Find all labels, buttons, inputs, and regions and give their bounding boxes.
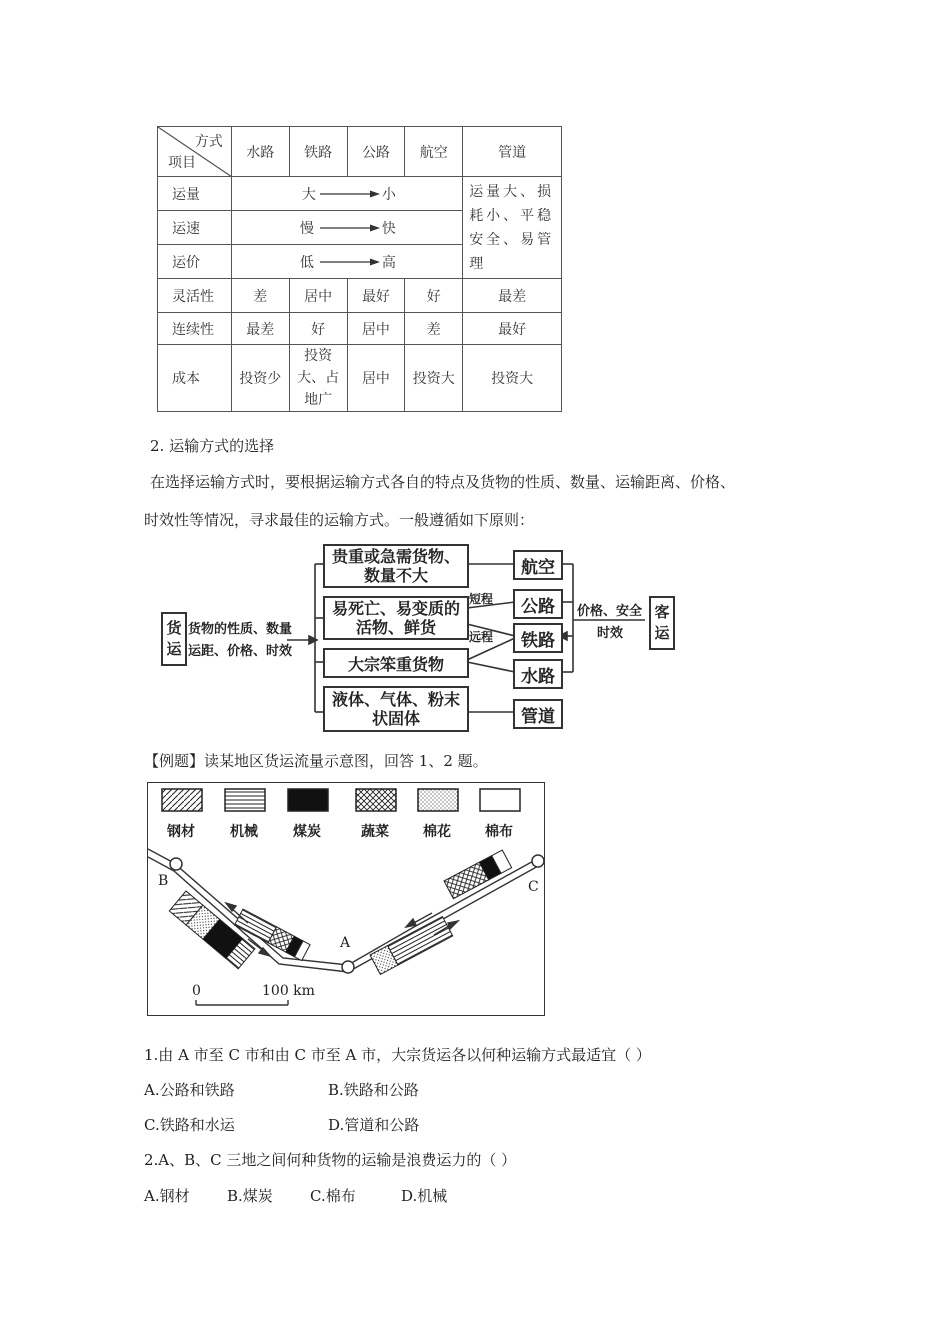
gradient-from: 大	[301, 186, 316, 203]
legend-label: 棉花	[423, 824, 451, 840]
table-cell: 居中	[347, 313, 405, 345]
q1-option-d[interactable]: D.管道和公路	[328, 1116, 420, 1134]
q1-option-a[interactable]: A.公路和铁路	[144, 1081, 235, 1099]
q2-option-a[interactable]: A.钢材	[144, 1187, 190, 1205]
gradient-from: 低	[299, 254, 314, 271]
q1-option-c[interactable]: C.铁路和水运	[144, 1116, 235, 1134]
table-cell: 投资大、占地广	[289, 345, 347, 412]
mode-box-water: 水路	[513, 659, 563, 689]
freight-criteria: 运距、价格、时效	[188, 644, 293, 659]
city-node-b	[170, 858, 182, 870]
q1-option-b[interactable]: B.铁路和公路	[328, 1081, 419, 1099]
legend-swatch-vegetables	[356, 789, 396, 811]
passenger-criteria: 时效	[597, 626, 624, 641]
mode-header: 公路	[347, 127, 405, 177]
freight-box: 货运	[161, 612, 187, 666]
gradient-arrow-icon	[320, 189, 380, 199]
mode-box-road: 公路	[513, 589, 563, 619]
mode-header: 管道	[463, 127, 562, 177]
city-node-a	[342, 961, 354, 973]
row-label: 连续性	[158, 313, 232, 345]
corner-top-label: 方式	[194, 134, 223, 150]
q2-option-c[interactable]: C.棉布	[310, 1187, 356, 1205]
goods-box-valuable: 贵重或急需货物、数量不大	[323, 544, 469, 588]
table-cell: 最好	[347, 279, 405, 313]
city-label-c: C	[528, 879, 539, 895]
gradient-to: 快	[381, 220, 396, 237]
city-label-b: B	[158, 873, 169, 889]
mode-header: 水路	[231, 127, 289, 177]
table-cell: 好	[289, 313, 347, 345]
passenger-box: 客运	[649, 596, 675, 650]
gradient-arrow-icon	[320, 257, 380, 267]
table-cell: 居中	[289, 279, 347, 313]
table-cell: 最好	[463, 313, 562, 345]
gradient-to: 高	[381, 254, 396, 271]
pipeline-note: 运量大、损耗小、平稳安全、易管理	[463, 177, 562, 279]
transport-comparison-table	[157, 126, 562, 412]
freight-flow-map	[147, 782, 545, 1016]
mode-box-rail: 铁路	[513, 623, 563, 653]
legend-label: 煤炭	[293, 824, 321, 840]
table-cell: 居中	[347, 345, 405, 412]
legend-label: 钢材	[167, 824, 195, 840]
legend-label: 机械	[230, 824, 258, 840]
table-cell: 投资大	[405, 345, 463, 412]
q2-option-b[interactable]: B.煤炭	[227, 1187, 273, 1205]
row-label: 运速	[158, 211, 232, 245]
legend-label: 蔬菜	[361, 824, 389, 840]
map-graphics	[148, 783, 546, 1017]
section-heading: 2. 运输方式的选择	[150, 437, 275, 455]
scale-label-start: 0	[192, 983, 201, 999]
mode-box-pipeline: 管道	[513, 699, 563, 729]
table-cell: 最差	[463, 279, 562, 313]
table-cell: 差	[405, 313, 463, 345]
scale-label-end: 100 km	[262, 983, 315, 999]
flow-band-b-to-a	[169, 891, 255, 969]
speed-gradient-cell	[231, 211, 462, 245]
table-cell: 投资大	[463, 345, 562, 412]
table-corner-cell	[158, 127, 232, 177]
table-cell: 投资少	[231, 345, 289, 412]
short-distance-label: 短程	[469, 592, 494, 606]
table-cell: 好	[405, 279, 463, 313]
passenger-criteria: 价格、安全	[577, 604, 643, 619]
freight-criteria: 货物的性质、数量	[188, 622, 293, 637]
gradient-from: 慢	[299, 220, 314, 237]
gradient-to: 小	[381, 186, 396, 203]
section-paragraph-line: 时效性等情况，寻求最佳的运输方式。一般遵循如下原则：	[144, 511, 535, 529]
q2-option-d[interactable]: D.机械	[401, 1187, 448, 1205]
long-distance-label: 远程	[469, 630, 494, 644]
goods-box-fluid: 液体、气体、粉末状固体	[323, 686, 469, 732]
legend-label: 棉布	[485, 824, 513, 840]
mode-header: 铁路	[289, 127, 347, 177]
question-2: 2.A、B、C 三地之间何种货物的运输是浪费运力的（ ）	[144, 1151, 517, 1169]
gradient-arrow-icon	[320, 223, 380, 233]
legend-swatch-cloth	[480, 789, 520, 811]
example-intro: 【例题】读某地区货运流量示意图，回答 1、2 题。	[144, 752, 488, 770]
question-1: 1.由 A 市至 C 市和由 C 市至 A 市，大宗货运各以何种运输方式最适宜（ ）	[144, 1046, 651, 1064]
legend-swatch-coal	[288, 789, 328, 811]
row-label: 运价	[158, 245, 232, 279]
section-paragraph-line: 在选择运输方式时，要根据运输方式各自的特点及货物的性质、数量、运输距离、价格、	[150, 473, 736, 491]
mode-box-air: 航空	[513, 550, 563, 580]
corner-bottom-label: 项目	[168, 155, 196, 171]
legend-swatch-cotton	[418, 789, 458, 811]
city-node-c	[532, 855, 544, 867]
legend-swatch-steel	[162, 789, 202, 811]
mode-header: 航空	[405, 127, 463, 177]
table-cell: 最差	[231, 313, 289, 345]
price-gradient-cell	[231, 245, 462, 279]
row-label: 灵活性	[158, 279, 232, 313]
city-label-a: A	[340, 935, 351, 951]
volume-gradient-cell	[231, 177, 462, 211]
table-cell: 差	[231, 279, 289, 313]
row-label: 成本	[158, 345, 232, 412]
goods-box-perishable: 易死亡、易变质的活物、鲜货	[323, 596, 469, 640]
legend-swatch-machinery	[225, 789, 265, 811]
transport-selection-diagram	[155, 540, 685, 735]
row-label: 运量	[158, 177, 232, 211]
goods-box-bulk: 大宗笨重货物	[323, 648, 469, 678]
